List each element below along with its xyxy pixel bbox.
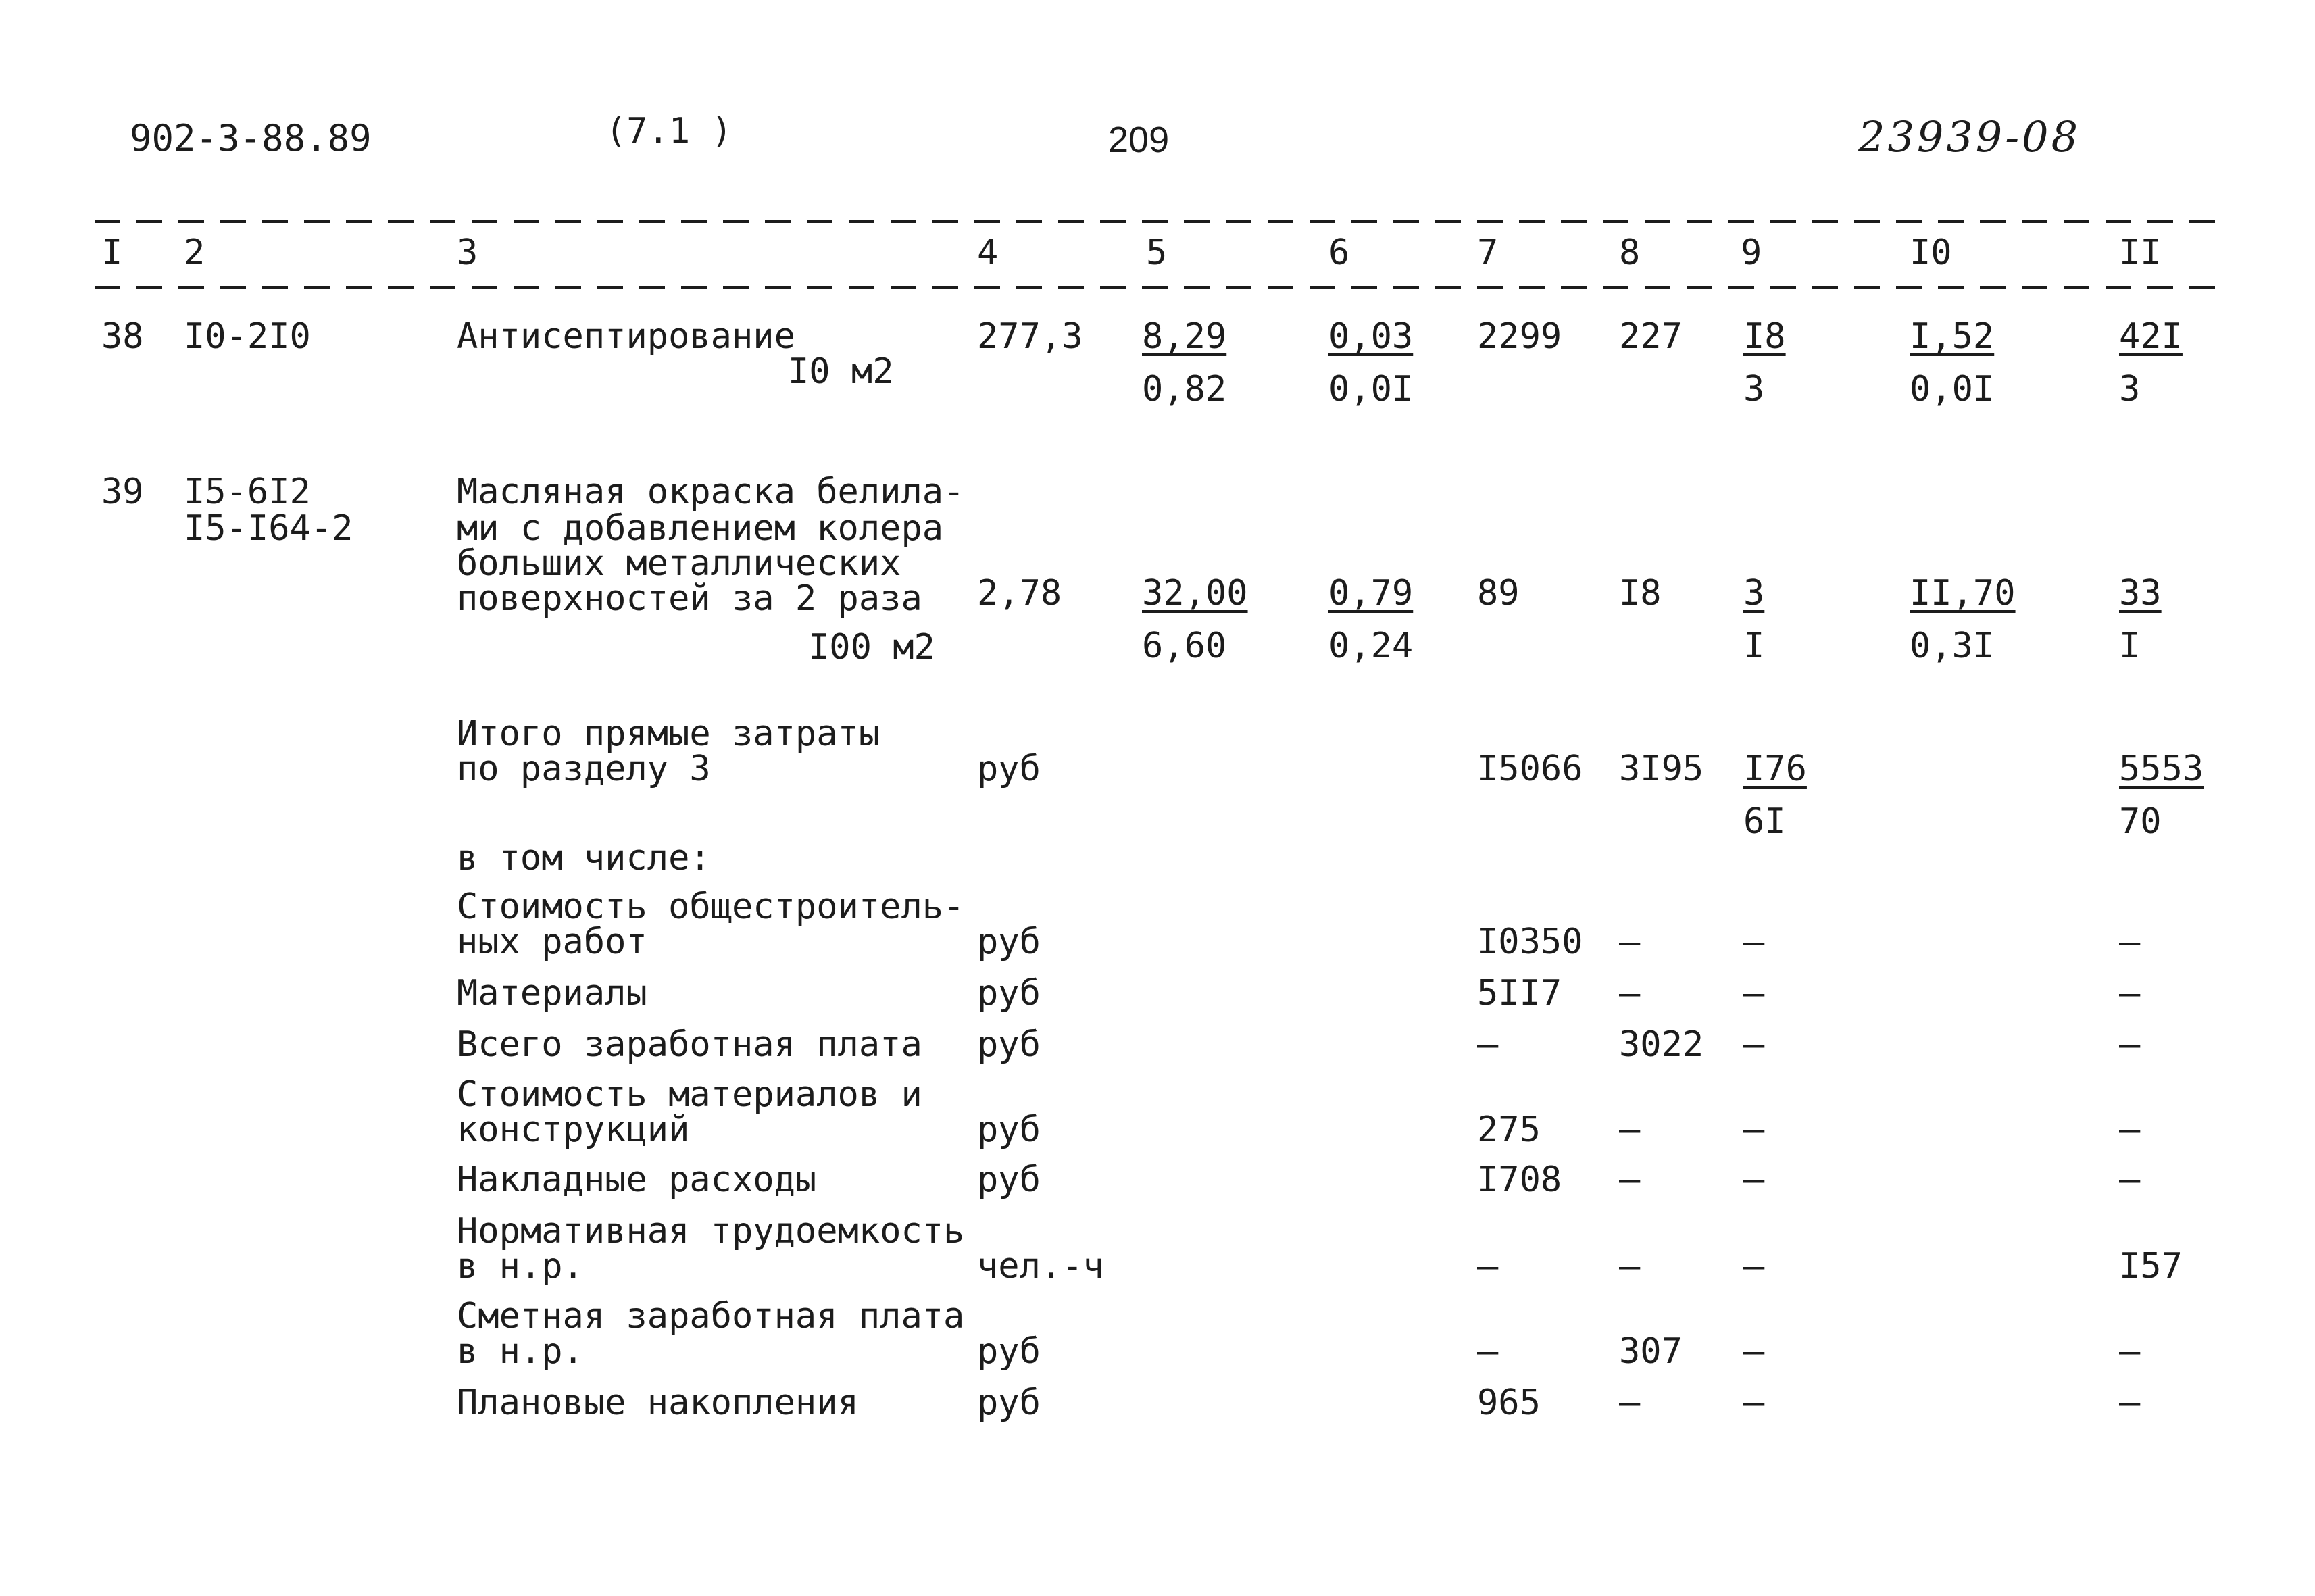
row39-col9-top: 3 — [1743, 573, 1765, 614]
col-header-1: I — [101, 232, 123, 273]
breakdown-2-col7: – — [1477, 1024, 1499, 1065]
col-header-11: II — [2119, 232, 2162, 273]
breakdown-4-label-1: Накладные расходы — [457, 1159, 817, 1200]
row39-code-2: I5-I64-2 — [184, 508, 353, 549]
row38-col9-bottom: 3 — [1743, 369, 1765, 409]
row39-col6-bottom: 0,24 — [1328, 626, 1414, 666]
breakdown-1-col8: – — [1619, 973, 1641, 1014]
breakdown-0-col11: – — [2119, 922, 2141, 962]
row39-col5-bottom: 6,60 — [1142, 626, 1227, 666]
row38-col10-bottom: 0,0I — [1910, 369, 1995, 409]
breakdown-0-label-1: Стоимость общестроитель- — [457, 887, 965, 927]
row39-col8: I8 — [1619, 573, 1662, 614]
row38-col11-top: 42I — [2119, 316, 2183, 357]
row38-code: I0-2I0 — [184, 316, 311, 357]
breakdown-0-col9: – — [1743, 922, 1765, 962]
breakdown-5-col11: I57 — [2119, 1246, 2183, 1287]
breakdown-6-label-2: в н.р. — [457, 1331, 584, 1372]
row38-col10-top: I,52 — [1910, 316, 1995, 357]
breakdown-4-col8: – — [1619, 1159, 1641, 1200]
breakdown-5-col7: – — [1477, 1246, 1499, 1287]
col-header-4: 4 — [977, 232, 999, 273]
breakdown-4-col11: – — [2119, 1159, 2141, 1200]
row39-name-line-3: больших металлических — [457, 543, 901, 584]
document-code: 902-3-88.89 — [130, 117, 372, 159]
col-header-7: 7 — [1477, 232, 1499, 273]
total-label-line-1: Итого прямые затраты — [457, 714, 880, 754]
breakdown-1-col9: – — [1743, 973, 1765, 1014]
row38-col11-bottom: 3 — [2119, 369, 2141, 409]
row38-col8: 227 — [1619, 316, 1683, 357]
breakdown-5-unit: чел.-ч — [977, 1246, 1104, 1287]
row39-col11-top: 33 — [2119, 573, 2162, 614]
breakdown-5-label-2: в н.р. — [457, 1246, 584, 1287]
breakdown-7-label-1: Плановые накопления — [457, 1382, 859, 1423]
row38-col6-top: 0,03 — [1328, 316, 1414, 357]
header-top-rule — [95, 220, 2216, 223]
total-col11-bottom: 70 — [2119, 801, 2162, 842]
breakdown-3-label-2: конструкций — [457, 1109, 690, 1150]
total-col9-bottom: 6I — [1743, 801, 1786, 842]
breakdown-2-col8: 3022 — [1619, 1024, 1704, 1065]
row38-unit: I0 м2 — [788, 351, 894, 392]
col-header-5: 5 — [1146, 232, 1168, 273]
breakdown-3-unit: руб — [977, 1109, 1041, 1150]
row39-name-line-1: Масляная окраска белила- — [457, 472, 965, 512]
breakdown-3-col7: 275 — [1477, 1109, 1541, 1150]
breakdown-4-col9: – — [1743, 1159, 1765, 1200]
archive-number: 23939-08 — [1858, 112, 2081, 161]
breakdown-6-label-1: Сметная заработная плата — [457, 1296, 965, 1337]
total-col11-top: 5553 — [2119, 749, 2204, 789]
col-header-6: 6 — [1328, 232, 1350, 273]
breakdown-3-label-1: Стоимость материалов и — [457, 1074, 922, 1115]
breakdown-0-label-2: ных работ — [457, 922, 647, 962]
breakdown-6-col8: 307 — [1619, 1331, 1683, 1372]
total-col7: I5066 — [1477, 749, 1583, 789]
breakdown-6-col7: – — [1477, 1331, 1499, 1372]
breakdown-1-label-1: Материалы — [457, 973, 647, 1014]
breakdown-4-col7: I708 — [1477, 1159, 1562, 1200]
breakdown-5-col8: – — [1619, 1246, 1641, 1287]
row38-col6-bottom: 0,0I — [1328, 369, 1414, 409]
row38-col9-top: I8 — [1743, 316, 1786, 357]
including-label: в том числе: — [457, 838, 711, 878]
breakdown-1-unit: руб — [977, 973, 1041, 1014]
breakdown-6-unit: руб — [977, 1331, 1041, 1372]
breakdown-7-unit: руб — [977, 1382, 1041, 1423]
row39-name-line-2: ми с добавлением колера — [457, 508, 944, 549]
breakdown-3-col8: – — [1619, 1109, 1641, 1150]
breakdown-1-col7: 5II7 — [1477, 973, 1562, 1014]
breakdown-7-col9: – — [1743, 1382, 1765, 1423]
row38-col5-bottom: 0,82 — [1142, 369, 1227, 409]
breakdown-2-label-1: Всего заработная плата — [457, 1024, 922, 1065]
row39-quantity: 2,78 — [977, 573, 1062, 614]
row39-unit: I00 м2 — [808, 627, 935, 668]
col-header-9: 9 — [1741, 232, 1762, 273]
total-unit: руб — [977, 749, 1041, 789]
col-header-10: I0 — [1910, 232, 1952, 273]
col-header-2: 2 — [184, 232, 205, 273]
breakdown-7-col8: – — [1619, 1382, 1641, 1423]
breakdown-6-col9: – — [1743, 1331, 1765, 1372]
row39-name-line-4: поверхностей за 2 раза — [457, 578, 922, 619]
row39-col11-bottom: I — [2119, 626, 2141, 666]
row39-col9-bottom: I — [1743, 626, 1765, 666]
row38-number: 38 — [101, 316, 144, 357]
total-col8: 3I95 — [1619, 749, 1704, 789]
row38-quantity: 277,3 — [977, 316, 1083, 357]
row39-col6-top: 0,79 — [1328, 573, 1414, 614]
page-number: 209 — [1108, 120, 1170, 160]
breakdown-5-label-1: Нормативная трудоемкость — [457, 1211, 965, 1251]
header-bottom-rule — [95, 286, 2216, 289]
breakdown-7-col11: – — [2119, 1382, 2141, 1423]
breakdown-5-col9: – — [1743, 1246, 1765, 1287]
breakdown-0-unit: руб — [977, 922, 1041, 962]
breakdown-3-col11: – — [2119, 1109, 2141, 1150]
section-number: (7.1 ) — [605, 111, 732, 151]
breakdown-2-col11: – — [2119, 1024, 2141, 1065]
row39-col10-bottom: 0,3I — [1910, 626, 1995, 666]
row39-number: 39 — [101, 472, 144, 512]
total-label-line-2: по разделу 3 — [457, 749, 711, 789]
row39-col10-top: II,70 — [1910, 573, 2016, 614]
breakdown-0-col8: – — [1619, 922, 1641, 962]
row39-col7: 89 — [1477, 573, 1520, 614]
total-col9-top: I76 — [1743, 749, 1807, 789]
breakdown-0-col7: I0350 — [1477, 922, 1583, 962]
row38-col7: 2299 — [1477, 316, 1562, 357]
breakdown-6-col11: – — [2119, 1331, 2141, 1372]
breakdown-1-col11: – — [2119, 973, 2141, 1014]
breakdown-4-unit: руб — [977, 1159, 1041, 1200]
breakdown-3-col9: – — [1743, 1109, 1765, 1150]
col-header-3: 3 — [457, 232, 478, 273]
row39-code-1: I5-6I2 — [184, 472, 311, 512]
breakdown-7-col7: 965 — [1477, 1382, 1541, 1423]
breakdown-2-col9: – — [1743, 1024, 1765, 1065]
row38-col5-top: 8,29 — [1142, 316, 1227, 357]
breakdown-2-unit: руб — [977, 1024, 1041, 1065]
row38-name: Антисептирование — [457, 316, 795, 357]
row39-col5-top: 32,00 — [1142, 573, 1248, 614]
col-header-8: 8 — [1619, 232, 1641, 273]
